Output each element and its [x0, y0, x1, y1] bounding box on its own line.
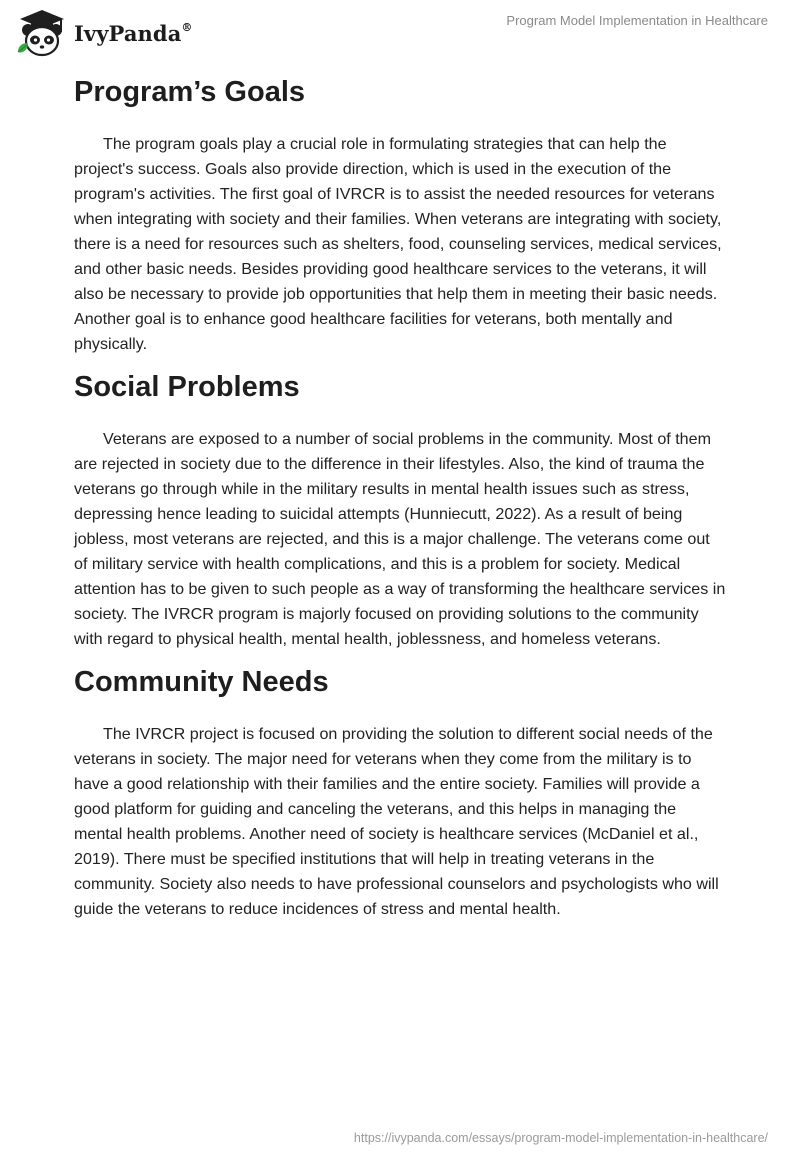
essay-content — [74, 70, 726, 930]
section-paragraph: The IVRCR project is focused on providing the solution to different social needs of the veterans in society. The major need for veterans when they come from the military is to have a good relationship with their families and the entire society. Families will provide a good platform for guiding and canceling the veterans, and this helps in managing the mental health problems. Another need of society is healthcare services (McDaniel et al., 2019). There must be specified institutions that will help in treating veterans in the community. Society also needs to have professional counselors and psychologists who will guide the veterans to reduce incidences of stress and mental health. — [74, 725, 719, 918]
section-social-problems — [74, 365, 726, 652]
section-program-goals — [74, 70, 726, 357]
panda-mascot-icon — [14, 8, 70, 58]
registered-mark: ® — [181, 20, 193, 34]
section-heading: Program’s Goals — [74, 76, 306, 108]
document-title: Program Model Implementation in Healthcare — [506, 13, 768, 28]
source-url-link[interactable]: https://ivypanda.com/essays/program-model-implementation-in-healthcare/ — [353, 1131, 768, 1145]
brand-name: IvyPanda® — [74, 20, 193, 46]
section-paragraph: Veterans are exposed to a number of social problems in the community. Most of them are rejected in society due to the difference in their lifestyles. Also, the kind of trauma the veterans go through while in the military results in mental health issues such as stress, depressing hence leading to suicidal attempts (Hunniecutt, 2022). As a result of being jobless, most veterans are rejected, and this is a major challenge. The veterans come out of military service with health complications, and this is a problem for society. Medical attention has to be given to such people as a way of transforming the healthcare services in society. The IVRCR program is majorly focused on providing solutions to the community with regard to physical health, mental health, joblessness, and homeless veterans. — [74, 430, 726, 648]
section-paragraph: The program goals play a crucial role in formulating strategies that can help the project's success. Goals also provide direction, which is used in the execution of the program's activities. The first goal of IVRCR is to assist the needed resources for veterans when integrating with society and their families. When veterans are integrating with society, there is a need for resources such as shelters, food, counseling services, medical services, and other basic needs. Besides providing good healthcare services to the veterans, it will also be necessary to provide job opportunities that help them in meeting their basic needs. Another goal is to enhance good healthcare facilities for veterans, both mentally and physically. — [74, 135, 722, 353]
ivypanda-logo[interactable] — [14, 8, 193, 58]
page-header — [0, 0, 800, 70]
section-heading: Social Problems — [74, 371, 300, 403]
section-community-needs — [74, 660, 726, 922]
section-heading: Community Needs — [74, 666, 329, 698]
